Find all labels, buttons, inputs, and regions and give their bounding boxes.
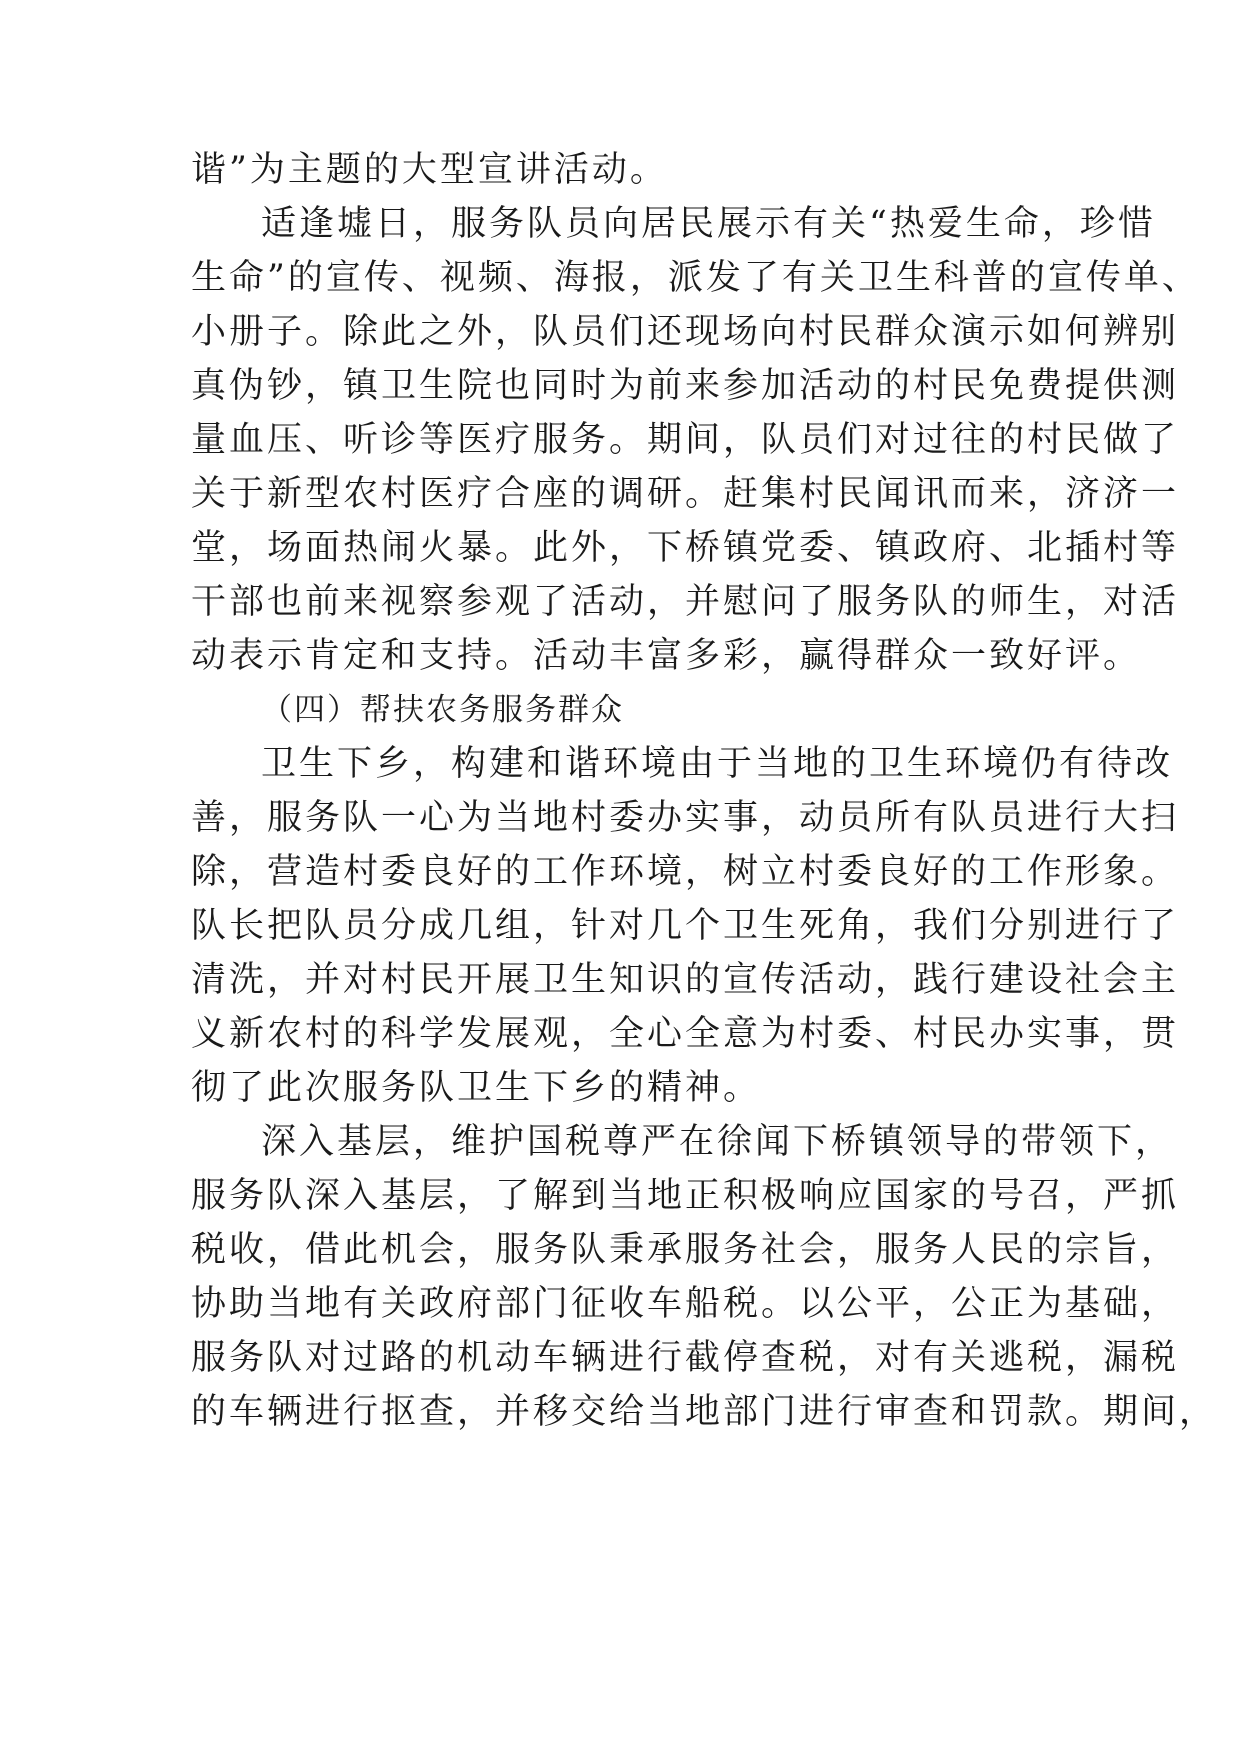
text-line: 队长把队员分成几组，针对几个卫生死角，我们分别进行了: [191, 906, 1180, 946]
text-line: 清洗，并对村民开展卫生知识的宣传活动，践行建设社会主: [191, 960, 1180, 1000]
paragraph-start: 深入基层，维护国税尊严在徐闻下桥镇领导的带领下，: [261, 1122, 1174, 1162]
text-line: 税收，借此机会，服务队秉承服务社会，服务人民的宗旨，: [191, 1230, 1180, 1270]
paragraph-start: 卫生下乡，构建和谐环境由于当地的卫生环境仍有待改: [261, 744, 1174, 784]
text-line: 真伪钞，镇卫生院也同时为前来参加活动的村民免费提供测: [191, 366, 1180, 406]
text-line: 协助当地有关政府部门征收车船税。以公平，公正为基础，: [191, 1284, 1180, 1324]
text-line: 服务队对过路的机动车辆进行截停查税，对有关逃税，漏税: [191, 1338, 1180, 1378]
text-line: 善，服务队一心为当地村委办实事，动员所有队员进行大扫: [191, 798, 1180, 838]
text-line: 除，营造村委良好的工作环境，树立村委良好的工作形象。: [191, 852, 1180, 892]
section-heading: （四）帮扶农务服务群众: [261, 692, 624, 728]
text-line: 堂，场面热闹火暴。此外，下桥镇党委、镇政府、北插村等: [191, 528, 1180, 568]
text-line: 关于新型农村医疗合座的调研。赶集村民闻讯而来，济济一: [191, 474, 1180, 514]
text-line: 干部也前来视察参观了活动，并慰问了服务队的师生，对活: [191, 582, 1180, 622]
text-line: 服务队深入基层，了解到当地正积极响应国家的号召，严抓: [191, 1176, 1180, 1216]
paragraph-start: 适逢墟日，服务队员向居民展示有关“热爱生命，珍惜: [261, 204, 1156, 244]
text-line: 生命”的宣传、视频、海报，派发了有关卫生科普的宣传单、: [191, 258, 1200, 298]
text-line: 谐”为主题的大型宣讲活动。: [191, 150, 668, 190]
text-line: 量血压、听诊等医疗服务。期间，队员们对过往的村民做了: [191, 420, 1180, 460]
text-line: 小册子。除此之外，队员们还现场向村民群众演示如何辨别: [191, 312, 1180, 352]
text-line: 彻了此次服务队卫生下乡的精神。: [191, 1068, 762, 1108]
text-line: 的车辆进行抠查，并移交给当地部门进行审查和罚款。期间，: [191, 1392, 1218, 1432]
text-line: 动表示肯定和支持。活动丰富多彩，赢得群众一致好评。: [191, 636, 1142, 676]
text-line: 义新农村的科学发展观，全心全意为村委、村民办实事，贯: [191, 1014, 1180, 1054]
